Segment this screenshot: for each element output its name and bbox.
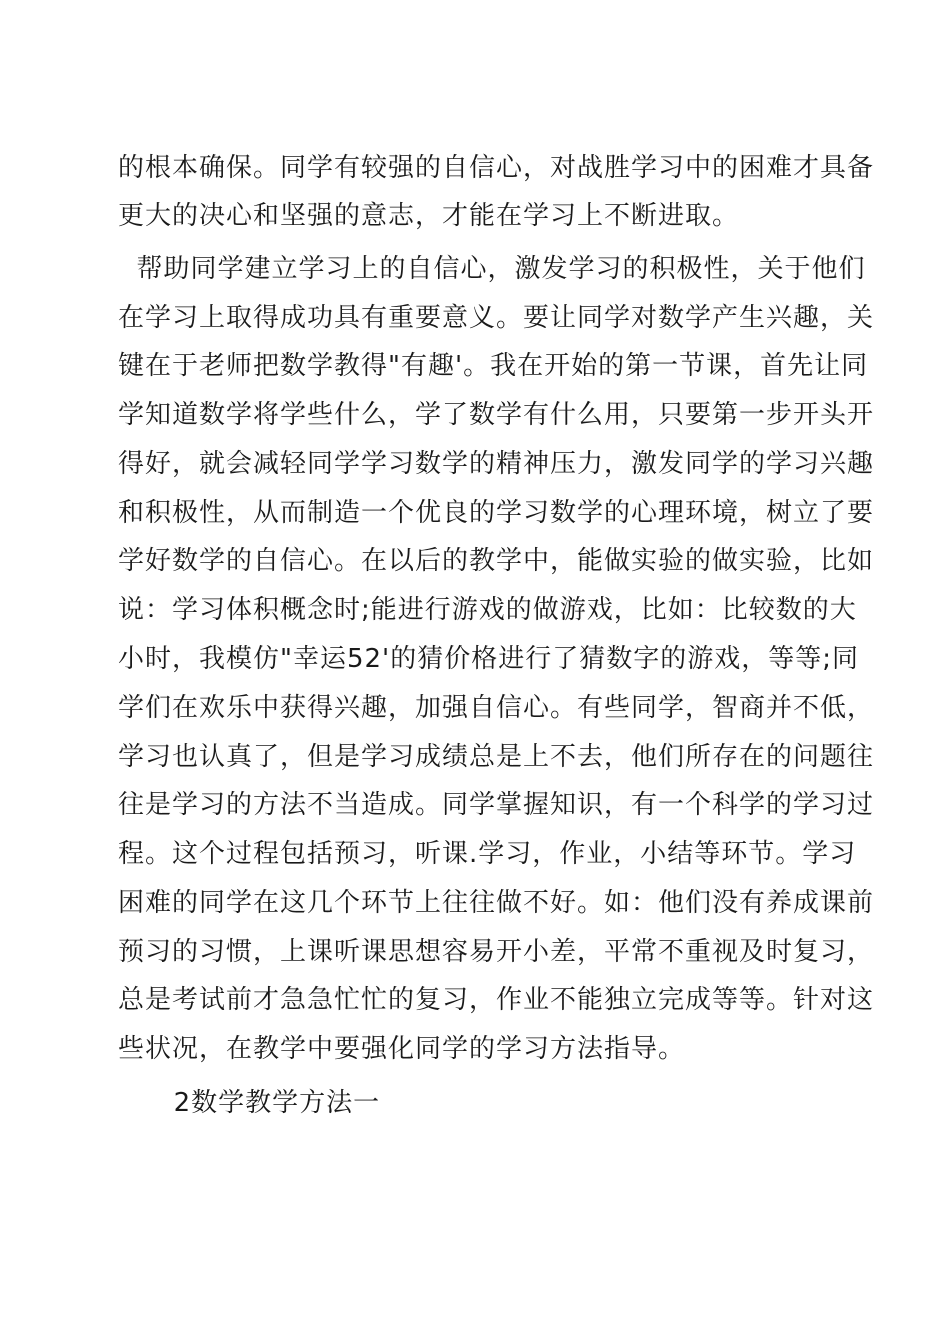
- text-line: 总是考试前才急急忙忙的复习，作业不能独立完成等等。针对这: [118, 985, 875, 1015]
- text-line: 小时，我模仿"幸运52'的猜价格进行了猜数字的游戏，等等;同: [118, 644, 859, 674]
- text-line: 在学习上取得成功具有重要意义。要让同学对数学产生兴趣，关: [118, 303, 875, 333]
- text-line: 学们在欢乐中获得兴趣，加强自信心。有些同学，智商并不低，: [118, 693, 875, 723]
- text-line: 得好，就会减轻同学学习数学的精神压力，激发同学的学习兴趣: [118, 449, 875, 479]
- text-line: 往是学习的方法不当造成。同学掌握知识，有一个科学的学习过: [118, 790, 875, 820]
- paragraph-start-line: 帮助同学建立学习上的自信心，激发学习的积极性，关于他们: [118, 254, 866, 284]
- text-line: 预习的习惯，上课听课思想容易开小差，平常不重视及时复习，: [118, 937, 875, 967]
- text-line: 些状况，在教学中要强化同学的学习方法指导。: [118, 1034, 686, 1064]
- text-line: 键在于老师把数学教得"有趣'。我在开始的第一节课，首先让同: [118, 351, 869, 381]
- text-line: 学知道数学将学些什么，学了数学有什么用，只要第一步开头开: [118, 400, 875, 430]
- text-line: 困难的同学在这几个环节上往往做不好。如：他们没有养成课前: [118, 888, 875, 918]
- text-line: 说：学习体积概念时;能进行游戏的做游戏，比如：比较数的大: [118, 595, 857, 625]
- text-line: 的根本确保。同学有较强的自信心，对战胜学习中的困难才具备: [118, 153, 875, 183]
- text-line: 和积极性，从而制造一个优良的学习数学的心理环境，树立了要: [118, 498, 875, 528]
- text-line: 学好数学的自信心。在以后的教学中，能做实验的做实验，比如: [118, 546, 875, 576]
- text-line: 学习也认真了，但是学习成绩总是上不去，他们所存在的问题往: [118, 742, 875, 772]
- text-line: 程。这个过程包括预习，听课.学习，作业，小结等环节。学习: [118, 839, 857, 869]
- section-heading: 2数学教学方法一: [118, 1088, 381, 1118]
- text-line: 更大的决心和坚强的意志，才能在学习上不断进取。: [118, 201, 740, 231]
